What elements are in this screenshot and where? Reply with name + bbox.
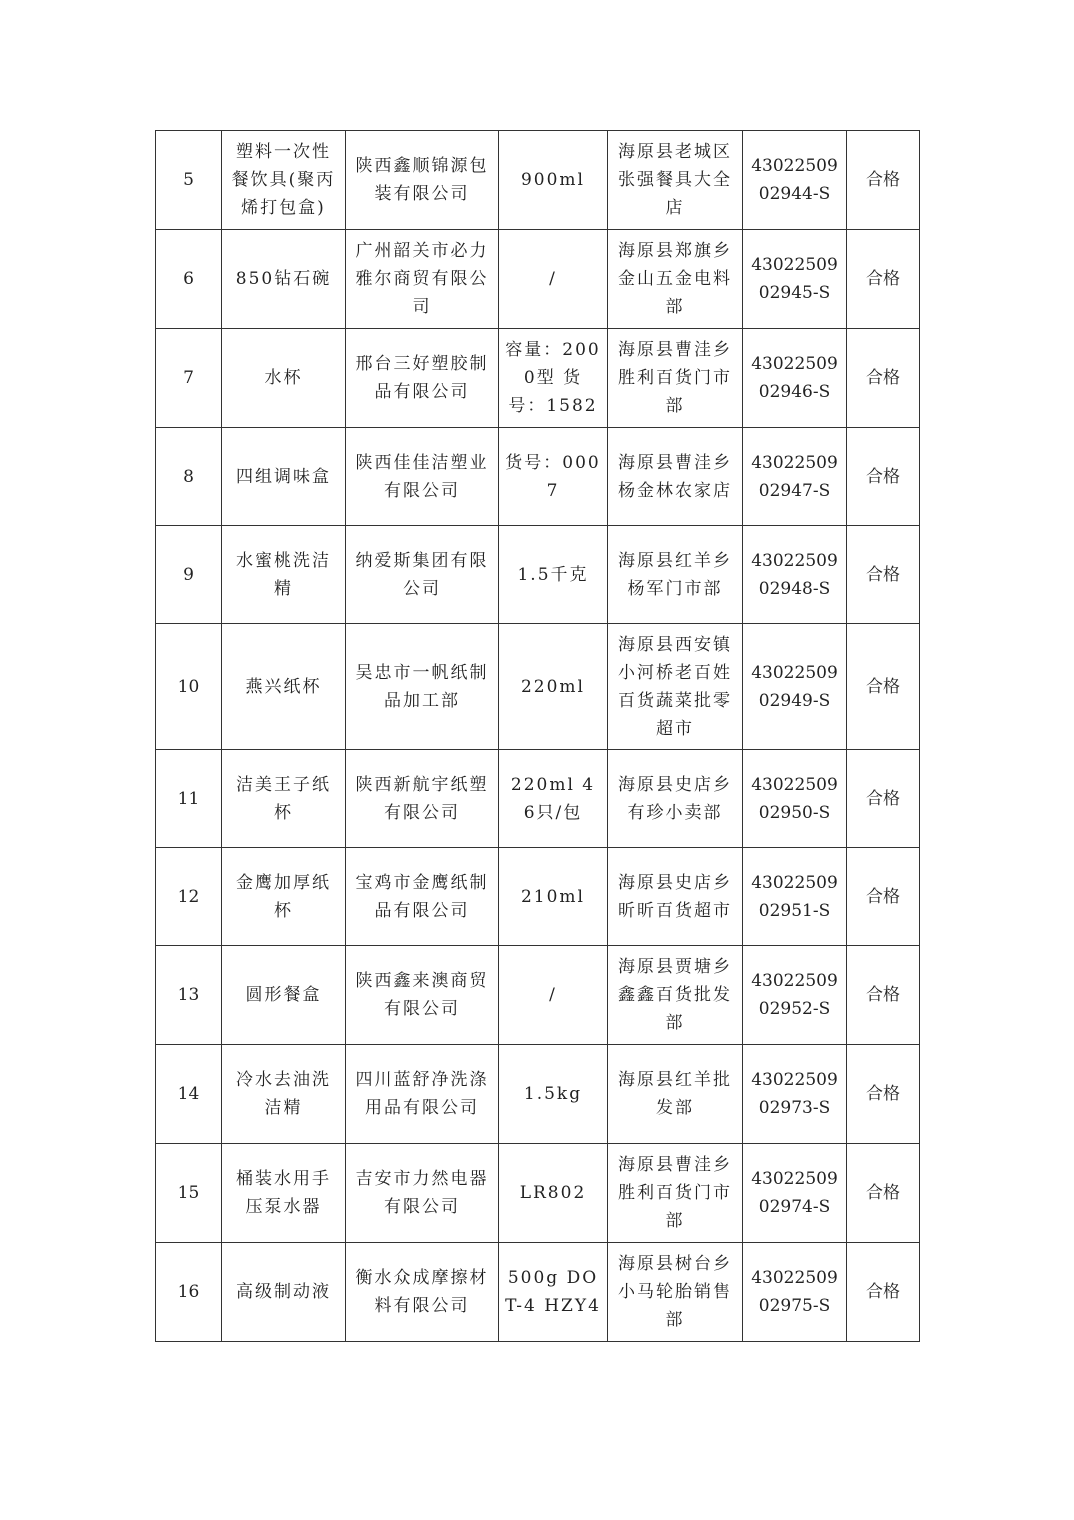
sampled-seller: 海原县红羊乡杨军门市部 bbox=[608, 526, 743, 624]
row-number: 10 bbox=[156, 624, 222, 750]
sampled-seller: 海原县老城区张强餐具大全店 bbox=[608, 131, 743, 230]
inspection-result: 合格 bbox=[847, 1243, 920, 1342]
inspection-result: 合格 bbox=[847, 946, 920, 1045]
row-number: 5 bbox=[156, 131, 222, 230]
product-name: 塑料一次性餐饮具(聚丙烯打包盒) bbox=[222, 131, 346, 230]
sampled-seller: 海原县红羊批发部 bbox=[608, 1045, 743, 1144]
row-number: 13 bbox=[156, 946, 222, 1045]
product-name: 850钻石碗 bbox=[222, 230, 346, 329]
table-row bbox=[156, 624, 920, 750]
product-name: 水蜜桃洗洁精 bbox=[222, 526, 346, 624]
sample-code: 4302250902975-S bbox=[743, 1243, 847, 1342]
sampled-seller: 海原县曹洼乡胜利百货门市部 bbox=[608, 1144, 743, 1243]
specification: / bbox=[499, 230, 608, 329]
sampled-seller: 海原县曹洼乡胜利百货门市部 bbox=[608, 329, 743, 428]
inspection-result: 合格 bbox=[847, 131, 920, 230]
sample-code: 4302250902945-S bbox=[743, 230, 847, 329]
sample-code: 4302250902944-S bbox=[743, 131, 847, 230]
sampled-seller: 海原县史店乡昕昕百货超市 bbox=[608, 848, 743, 946]
inspection-result: 合格 bbox=[847, 750, 920, 848]
table-row bbox=[156, 1243, 920, 1342]
sampled-seller: 海原县西安镇小河桥老百姓百货蔬菜批零超市 bbox=[608, 624, 743, 750]
manufacturer: 陕西鑫顺锦源包装有限公司 bbox=[346, 131, 499, 230]
sampled-seller: 海原县史店乡有珍小卖部 bbox=[608, 750, 743, 848]
sample-code: 4302250902974-S bbox=[743, 1144, 847, 1243]
product-name: 四组调味盒 bbox=[222, 428, 346, 526]
specification: 220ml 46只/包 bbox=[499, 750, 608, 848]
specification: 货号：0007 bbox=[499, 428, 608, 526]
specification: 220ml bbox=[499, 624, 608, 750]
row-number: 12 bbox=[156, 848, 222, 946]
table-row bbox=[156, 946, 920, 1045]
inspection-result: 合格 bbox=[847, 526, 920, 624]
product-name: 水杯 bbox=[222, 329, 346, 428]
sampled-seller: 海原县树台乡小马轮胎销售部 bbox=[608, 1243, 743, 1342]
manufacturer: 陕西新航宇纸塑有限公司 bbox=[346, 750, 499, 848]
row-number: 8 bbox=[156, 428, 222, 526]
table-row bbox=[156, 1144, 920, 1243]
manufacturer: 广州韶关市必力雅尔商贸有限公司 bbox=[346, 230, 499, 329]
table-row bbox=[156, 428, 920, 526]
specification: 210ml bbox=[499, 848, 608, 946]
sampled-seller: 海原县贾塘乡鑫鑫百货批发部 bbox=[608, 946, 743, 1045]
sample-code: 4302250902948-S bbox=[743, 526, 847, 624]
inspection-result: 合格 bbox=[847, 428, 920, 526]
product-name: 燕兴纸杯 bbox=[222, 624, 346, 750]
manufacturer: 吉安市力然电器有限公司 bbox=[346, 1144, 499, 1243]
table-row bbox=[156, 848, 920, 946]
inspection-result: 合格 bbox=[847, 848, 920, 946]
inspection-results-table bbox=[155, 130, 920, 1342]
sampled-seller: 海原县曹洼乡杨金林农家店 bbox=[608, 428, 743, 526]
inspection-result: 合格 bbox=[847, 624, 920, 750]
specification: / bbox=[499, 946, 608, 1045]
inspection-result: 合格 bbox=[847, 329, 920, 428]
sample-code: 4302250902949-S bbox=[743, 624, 847, 750]
specification: LR802 bbox=[499, 1144, 608, 1243]
manufacturer: 四川蓝舒净洗涤用品有限公司 bbox=[346, 1045, 499, 1144]
manufacturer: 陕西鑫来澳商贸有限公司 bbox=[346, 946, 499, 1045]
row-number: 9 bbox=[156, 526, 222, 624]
inspection-result: 合格 bbox=[847, 230, 920, 329]
manufacturer: 吴忠市一帆纸制品加工部 bbox=[346, 624, 499, 750]
table-row bbox=[156, 1045, 920, 1144]
product-name: 桶装水用手压泵水器 bbox=[222, 1144, 346, 1243]
row-number: 15 bbox=[156, 1144, 222, 1243]
specification: 1.5千克 bbox=[499, 526, 608, 624]
inspection-result: 合格 bbox=[847, 1045, 920, 1144]
row-number: 11 bbox=[156, 750, 222, 848]
product-name: 冷水去油洗洁精 bbox=[222, 1045, 346, 1144]
specification: 容量：2000型 货号：1582 bbox=[499, 329, 608, 428]
manufacturer: 衡水众成摩擦材料有限公司 bbox=[346, 1243, 499, 1342]
sample-code: 4302250902973-S bbox=[743, 1045, 847, 1144]
product-name: 洁美王子纸杯 bbox=[222, 750, 346, 848]
manufacturer: 宝鸡市金鹰纸制品有限公司 bbox=[346, 848, 499, 946]
product-name: 圆形餐盒 bbox=[222, 946, 346, 1045]
specification: 900ml bbox=[499, 131, 608, 230]
manufacturer: 邢台三好塑胶制品有限公司 bbox=[346, 329, 499, 428]
sample-code: 4302250902950-S bbox=[743, 750, 847, 848]
table-row bbox=[156, 526, 920, 624]
row-number: 6 bbox=[156, 230, 222, 329]
row-number: 16 bbox=[156, 1243, 222, 1342]
sample-code: 4302250902952-S bbox=[743, 946, 847, 1045]
sample-code: 4302250902946-S bbox=[743, 329, 847, 428]
sample-code: 4302250902951-S bbox=[743, 848, 847, 946]
sample-code: 4302250902947-S bbox=[743, 428, 847, 526]
manufacturer: 纳爱斯集团有限公司 bbox=[346, 526, 499, 624]
table-row bbox=[156, 750, 920, 848]
table-row bbox=[156, 131, 920, 230]
product-name: 高级制动液 bbox=[222, 1243, 346, 1342]
row-number: 7 bbox=[156, 329, 222, 428]
specification: 1.5kg bbox=[499, 1045, 608, 1144]
sampled-seller: 海原县郑旗乡金山五金电料部 bbox=[608, 230, 743, 329]
product-name: 金鹰加厚纸杯 bbox=[222, 848, 346, 946]
table-row bbox=[156, 329, 920, 428]
row-number: 14 bbox=[156, 1045, 222, 1144]
specification: 500g DOT-4 HZY4 bbox=[499, 1243, 608, 1342]
table-row bbox=[156, 230, 920, 329]
manufacturer: 陕西佳佳洁塑业有限公司 bbox=[346, 428, 499, 526]
inspection-result: 合格 bbox=[847, 1144, 920, 1243]
